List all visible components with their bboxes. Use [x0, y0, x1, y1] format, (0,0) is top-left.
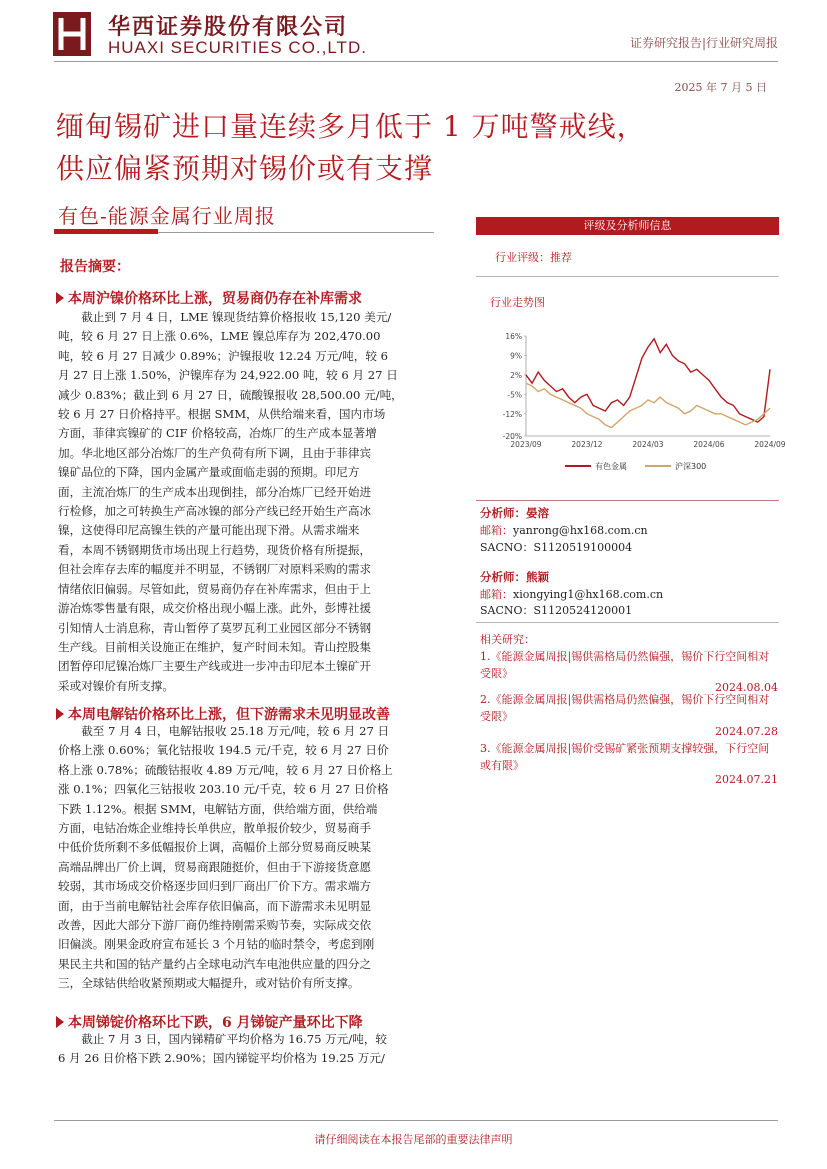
section-body-line: 生产线。目前相关设施正在维护，复产时间未知。青山控股集 — [58, 639, 372, 654]
section-body-line: 镍，这使得印尼高镍生铁的产量可能出现下滑。从需求端来 — [58, 523, 360, 538]
section-body-line: 吨，较 6 月 27 日上涨 0.6%，LME 镍总库存为 202,470.00 — [58, 329, 381, 344]
legend-label: 有色金属 — [595, 462, 627, 471]
legend-label: 沪深300 — [675, 462, 707, 471]
sidebar-header: 评级及分析师信息 — [476, 217, 779, 235]
related-research-date: 2024.07.21 — [715, 773, 778, 786]
title-line-1: 缅甸锡矿进口量连续多月低于 1 万吨警戒线， — [56, 110, 646, 143]
section-body-line: 吨，较 6 月 27 日减少 0.89%；沪镍报收 12.24 万元/吨，较 6 — [58, 348, 389, 363]
section-body-line: 镍矿品位的下降，国内金属产量或面临走弱的预期。印尼方 — [58, 465, 360, 480]
sidebar-divider — [476, 622, 779, 623]
x-tick-label: 2024/09 — [754, 440, 786, 449]
y-tick-label: -5% — [507, 390, 522, 400]
section-body-line: 截止到 7 月 4 日，LME 镍现货结算价格报收 15,120 美元/ — [81, 310, 392, 324]
related-research-item[interactable]: 2.《能源金属周报|锡供需格局仍然偏强，锡价下行空间相对受限》 — [480, 693, 770, 723]
section-body-line: 中低价货所剩不多低幅报价上调，高幅价上部分贸易商反映某 — [58, 840, 372, 855]
section-body-cobalt — [58, 722, 463, 994]
report-date: 2025 年 7 月 5 日 — [674, 81, 767, 94]
section-heading-cobalt — [56, 704, 390, 724]
sac-value: S1120519100004 — [533, 541, 633, 554]
section-body-line: 旧偏淡。刚果金政府宣布延长 3 个月钴的临时禁令，考虑到刚 — [58, 937, 375, 952]
section-body-line: 6 月 26 日价格下跌 2.90%；国内锑锭平均价格为 19.25 万元/ — [58, 1051, 385, 1066]
company-name-en: HUAXI SECURITIES CO.,LTD. — [108, 38, 367, 57]
triangle-bullet-icon — [56, 1016, 64, 1028]
trend-chart-label: 行业走势图 — [490, 296, 545, 309]
section-body-line: 较 6 月 27 日价格持平。根据 SMM，从供给端来看，国内市场 — [58, 407, 386, 422]
sac-label: SACNO： — [480, 541, 534, 554]
section-body-antimony — [58, 1030, 463, 1069]
section-heading-nickel — [56, 288, 362, 308]
section-body-line: 格上涨 0.78%；硫酸钴报收 4.89 万元/吨，较 6 月 27 日价格上 — [58, 762, 393, 777]
section-heading-text: 本周沪镍价格环比上涨，贸易商仍存在补库需求 — [68, 291, 362, 307]
x-tick-label: 2023/12 — [571, 440, 603, 449]
section-body-line: 但社会库存去库的幅度并不明显，不锈钢厂对原料采购的需求 — [58, 562, 372, 577]
email-label: 邮箱： — [480, 588, 513, 601]
section-body-line: 游冶炼零售量有限，成交价格出现小幅上涨。此外，彭博社援 — [58, 601, 372, 616]
section-body-line: 三，全球钴供给收紧预期或大幅提升，或对钴价有所支撑。 — [58, 976, 360, 991]
email-value[interactable]: xiongying1@hx168.com.cn — [513, 588, 664, 601]
section-body-line: 价格上涨 0.60%；氧化钴报收 194.5 元/千克，较 6 月 27 日价 — [58, 743, 389, 758]
x-tick-label: 2024/06 — [693, 440, 725, 449]
legal-notice-footer: 请仔细阅读在本报告尾部的重要法律声明 — [314, 1133, 513, 1146]
analyst-1-email — [480, 522, 648, 538]
section-body-nickel — [58, 308, 463, 696]
sidebar-divider — [476, 500, 779, 501]
report-type: 证券研究报告|行业研究周报 — [629, 36, 778, 50]
x-tick-label: 2024/03 — [632, 440, 664, 449]
analyst-1-name: 分析师：晏溶 — [480, 506, 549, 520]
triangle-bullet-icon — [56, 708, 64, 720]
related-research-date: 2024.08.04 — [715, 681, 778, 694]
section-body-line: 看，本周不锈钢期货市场出现上行趋势，现货价格有所提振， — [58, 542, 372, 557]
huaxi-logo-icon — [53, 12, 91, 56]
footer-divider — [54, 1120, 778, 1121]
analyst-1-sac — [480, 539, 632, 555]
y-tick-label: 16% — [505, 332, 522, 341]
section-body-line: 较弱，其市场成交价格逐步回归到厂商出厂价下方。需求端方 — [58, 879, 372, 894]
sac-value: S1120524120001 — [533, 604, 633, 617]
section-body-line: 方面，菲律宾镍矿的 CIF 价格较高，冶炼厂的生产成本显著增 — [58, 426, 377, 441]
section-body-line: 截至 7 月 4 日，电解钴报收 25.18 万元/吨，较 6 月 27 日 — [81, 724, 390, 738]
report-subtitle: 有色-能源金属行业周报 — [58, 204, 276, 228]
sidebar-divider — [476, 276, 779, 277]
section-body-line: 加。华北地区部分冶炼厂的生产负荷有所下调，且由于菲律宾 — [58, 445, 372, 460]
related-research-item[interactable]: 3.《能源金属周报|锡价受锡矿紧张预期支撑较强，下行空间或有限》 — [480, 742, 770, 772]
title-line-2: 供应偏紧预期对锡价或有支撑 — [56, 152, 434, 185]
company-name-cn: 华西证券股份有限公司 — [108, 15, 349, 40]
section-body-line: 改善，因此大部分下游厂商仍维持刚需采购节奏，实际成交依 — [58, 918, 372, 933]
related-research-item[interactable]: 1.《能源金属周报|锡供需格局仍然偏强，锡价下行空间相对受限》 — [480, 650, 770, 680]
y-tick-label: 2% — [510, 370, 522, 380]
section-body-line: 情绪依旧偏弱。尽管如此，贸易商仍存在补库需求，但由于上 — [58, 581, 372, 596]
related-research-title: 相关研究： — [480, 633, 535, 646]
section-body-line: 行检修，加之可转换生产高冰镍的部分产线已经开始生产高冰 — [58, 504, 372, 519]
abstract-label: 报告摘要： — [60, 259, 130, 275]
section-heading-text: 本周锑锭价格环比下跌，6 月锑锭产量环比下降 — [68, 1015, 363, 1031]
analyst-2-email — [480, 586, 663, 602]
industry-trend-chart — [490, 326, 786, 478]
section-body-line: 团暂停印尼镍冶炼厂主要生产线或进一步冲击印尼本土镍矿开 — [58, 659, 372, 674]
section-body-line: 面，由于当前电解钴社会库存依旧偏高，而下游需求未见明显 — [58, 898, 372, 913]
section-body-line: 涨 0.1%；四氧化三钴报收 203.10 元/千克，较 6 月 27 日价格 — [58, 782, 389, 797]
header-divider — [54, 61, 778, 62]
section-body-line: 高端品牌出厂价上调，贸易商跟随挺价，但由于下游接货意愿 — [58, 859, 372, 874]
industry-rating: 行业评级：推荐 — [495, 251, 572, 264]
email-value[interactable]: yanrong@hx168.com.cn — [513, 524, 648, 537]
report-title — [56, 106, 776, 190]
section-body-line: 下跌 1.12%。根据 SMM，电解钴方面，供给端方面，供给端 — [58, 801, 378, 816]
section-body-line: 方面，电钴冶炼企业维持长单供应，散单报价较少，贸易商手 — [58, 821, 372, 836]
analyst-2-sac — [480, 602, 632, 618]
x-tick-label: 2023/09 — [510, 440, 542, 449]
section-body-line: 面，主流冶炼厂的生产成本出现倒挂，部分冶炼厂已经开始进 — [58, 484, 372, 499]
y-tick-label: -20% — [502, 432, 522, 441]
section-body-line: 引知情人士消息称，青山暂停了莫罗瓦利工业园区部分不锈钢 — [58, 620, 372, 635]
triangle-bullet-icon — [56, 292, 64, 304]
y-tick-label: 9% — [510, 351, 522, 361]
analyst-2-name: 分析师：熊颖 — [480, 570, 549, 584]
section-body-line: 果民主共和国的钴产量约占全球电动汽车电池供应量的四分之 — [58, 956, 372, 971]
section-body-line: 采或对镍价有所支撑。 — [58, 678, 174, 693]
subtitle-accent-bar — [54, 229, 158, 234]
y-tick-label: -12% — [502, 409, 522, 419]
email-label: 邮箱： — [480, 524, 513, 537]
section-heading-text: 本周电解钴价格环比上涨，但下游需求未见明显改善 — [68, 707, 390, 723]
section-body-line: 截止 7 月 3 日，国内锑精矿平均价格为 16.75 万元/吨，较 — [81, 1032, 388, 1046]
section-body-line: 减少 0.83%；截止到 6 月 27 日，硫酸镍报收 28,500.00 元/吨， — [58, 387, 403, 402]
section-body-line: 月 27 日上涨 1.50%，沪镍库存为 24,922.00 吨，较 6 月 27 日 — [58, 368, 398, 383]
series-line-nonferrous — [526, 339, 770, 422]
section-heading-antimony — [56, 1012, 363, 1032]
sac-label: SACNO： — [480, 604, 534, 617]
related-research-date: 2024.07.28 — [715, 725, 778, 738]
